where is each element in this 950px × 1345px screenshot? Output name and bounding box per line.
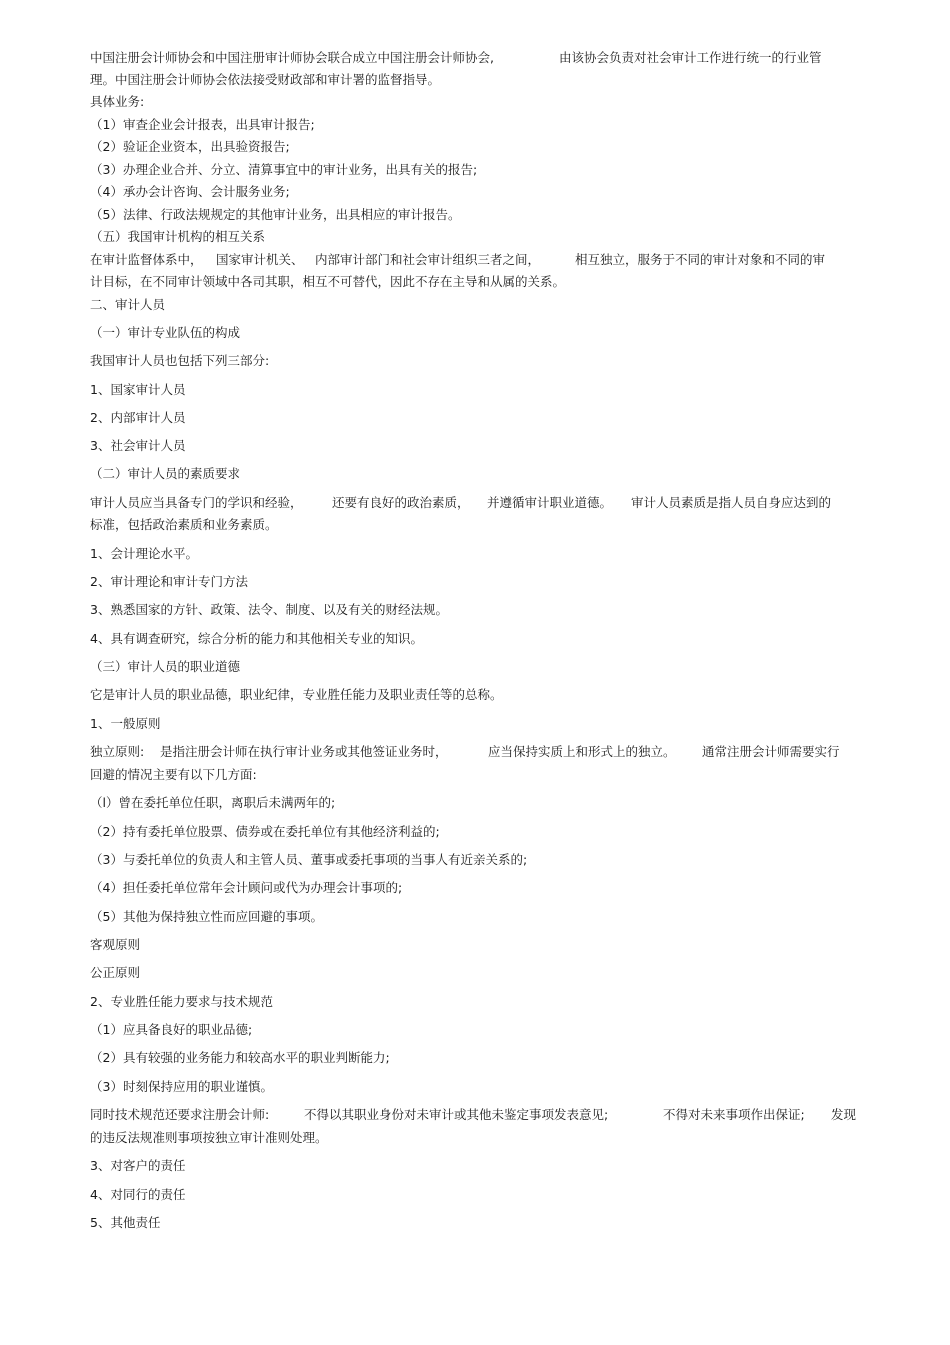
text-segment: 相互独立，服务于不同的审计对象和不同的审 [575,252,826,267]
list-item: （1）应具备良好的职业品德; [90,1022,253,1037]
text-segment: 是指注册会计师在执行审计业务或其他签证业务时， [160,744,448,759]
text-segment: 审计人员应当具备专门的学识和经验， [90,495,303,510]
paragraph-line: 的违反法规准则事项按独立审计准则处理。 [90,1130,328,1145]
list-item: 3、对客户的责任 [90,1158,186,1173]
list-item: （l）曾在委托单位任职，离职后未满两年的; [90,795,336,810]
list-item: 4、具有调查研究，综合分析的能力和其他相关专业的知识。 [90,631,423,646]
paragraph-line: 理。中国注册会计师协会依法接受财政部和审计署的监督指导。 [90,72,441,87]
section-heading: 2、专业胜任能力要求与技术规范 [90,994,273,1009]
list-item: 3、熟悉国家的方针、政策、法令、制度、以及有关的财经法规。 [90,602,448,617]
list-item: 5、其他责任 [90,1215,161,1230]
text-segment: 不得对未来事项作出保证; [663,1107,805,1122]
text-line: 我国审计人员也包括下列三部分: [90,353,270,368]
list-item: （3）与委托单位的负责人和主管人员、董事或委托事项的当事人有近亲关系的; [90,852,528,867]
section-heading: （一）审计专业队伍的构成 [90,325,241,340]
text-segment: 发现 [831,1107,857,1122]
text-segment: 独立原则: [90,744,145,759]
list-item: 1、国家审计人员 [90,382,186,397]
paragraph-line: 回避的情况主要有以下几方面: [90,767,257,782]
text-line: 具体业务: [90,94,145,109]
list-item: （2）具有较强的业务能力和较高水平的职业判断能力; [90,1050,390,1065]
list-item: 2、内部审计人员 [90,410,186,425]
text-segment: 内部审计部门和社会审计组织三者之间， [315,252,541,267]
text-segment: 由该协会负责对社会审计工作进行统一的行业管 [559,50,822,65]
text-segment: 不得以其职业身份对未审计或其他未鉴定事项发表意见; [304,1107,609,1122]
list-item: 2、审计理论和审计专门方法 [90,574,248,589]
section-heading: 二、审计人员 [90,297,166,312]
text-segment: 通常注册会计师需要实行 [702,744,840,759]
section-heading: （三）审计人员的职业道德 [90,659,241,674]
text-segment: 同时技术规范还要求注册会计师: [90,1107,270,1122]
paragraph-line: 标准，包括政治素质和业务素质。 [90,517,278,532]
list-item: 4、对同行的责任 [90,1187,186,1202]
paragraph-line: 计目标，在不同审计领域中各司其职，相互不可替代，因此不存在主导和从属的关系。 [90,274,566,289]
text-segment: 国家审计机关、 [216,252,304,267]
text-segment: 在审计监督体系中， [90,252,203,267]
list-item: 1、会计理论水平。 [90,546,198,561]
text-segment: 中国注册会计师协会和中国注册审计师协会联合成立中国注册会计师协会, [90,50,494,65]
list-item: （1）审查企业会计报表，出具审计报告; [90,117,315,132]
list-item: （5）法律、行政法规规定的其他审计业务，出具相应的审计报告。 [90,207,461,222]
text-line: 公正原则 [90,965,141,980]
text-segment: 审计人员素质是指人员自身应达到的 [631,495,832,510]
text-line: 客观原则 [90,937,141,952]
section-heading: 1、一般原则 [90,716,161,731]
list-item: （4）承办会计咨询、会计服务业务; [90,184,290,199]
section-heading: （五）我国审计机构的相互关系 [90,229,266,244]
list-item: （4）担任委托单位常年会计顾问或代为办理会计事项的; [90,880,403,895]
text-line: 它是审计人员的职业品德，职业纪律，专业胜任能力及职业责任等的总称。 [90,687,503,702]
list-item: （3）时刻保持应用的职业谨慎。 [90,1079,273,1094]
text-segment: 并遵循审计职业道德。 [487,495,613,510]
section-heading: （二）审计人员的素质要求 [90,466,241,481]
text-segment: 应当保持实质上和形式上的独立。 [488,744,676,759]
list-item: 3、社会审计人员 [90,438,186,453]
list-item: （2）持有委托单位股票、债券或在委托单位有其他经济利益的; [90,824,440,839]
list-item: （5）其他为保持独立性而应回避的事项。 [90,909,323,924]
list-item: （2）验证企业资本，出具验资报告; [90,139,290,154]
list-item: （3）办理企业合并、分立、清算事宜中的审计业务，出具有关的报告; [90,162,478,177]
text-segment: 还要有良好的政治素质， [332,495,470,510]
